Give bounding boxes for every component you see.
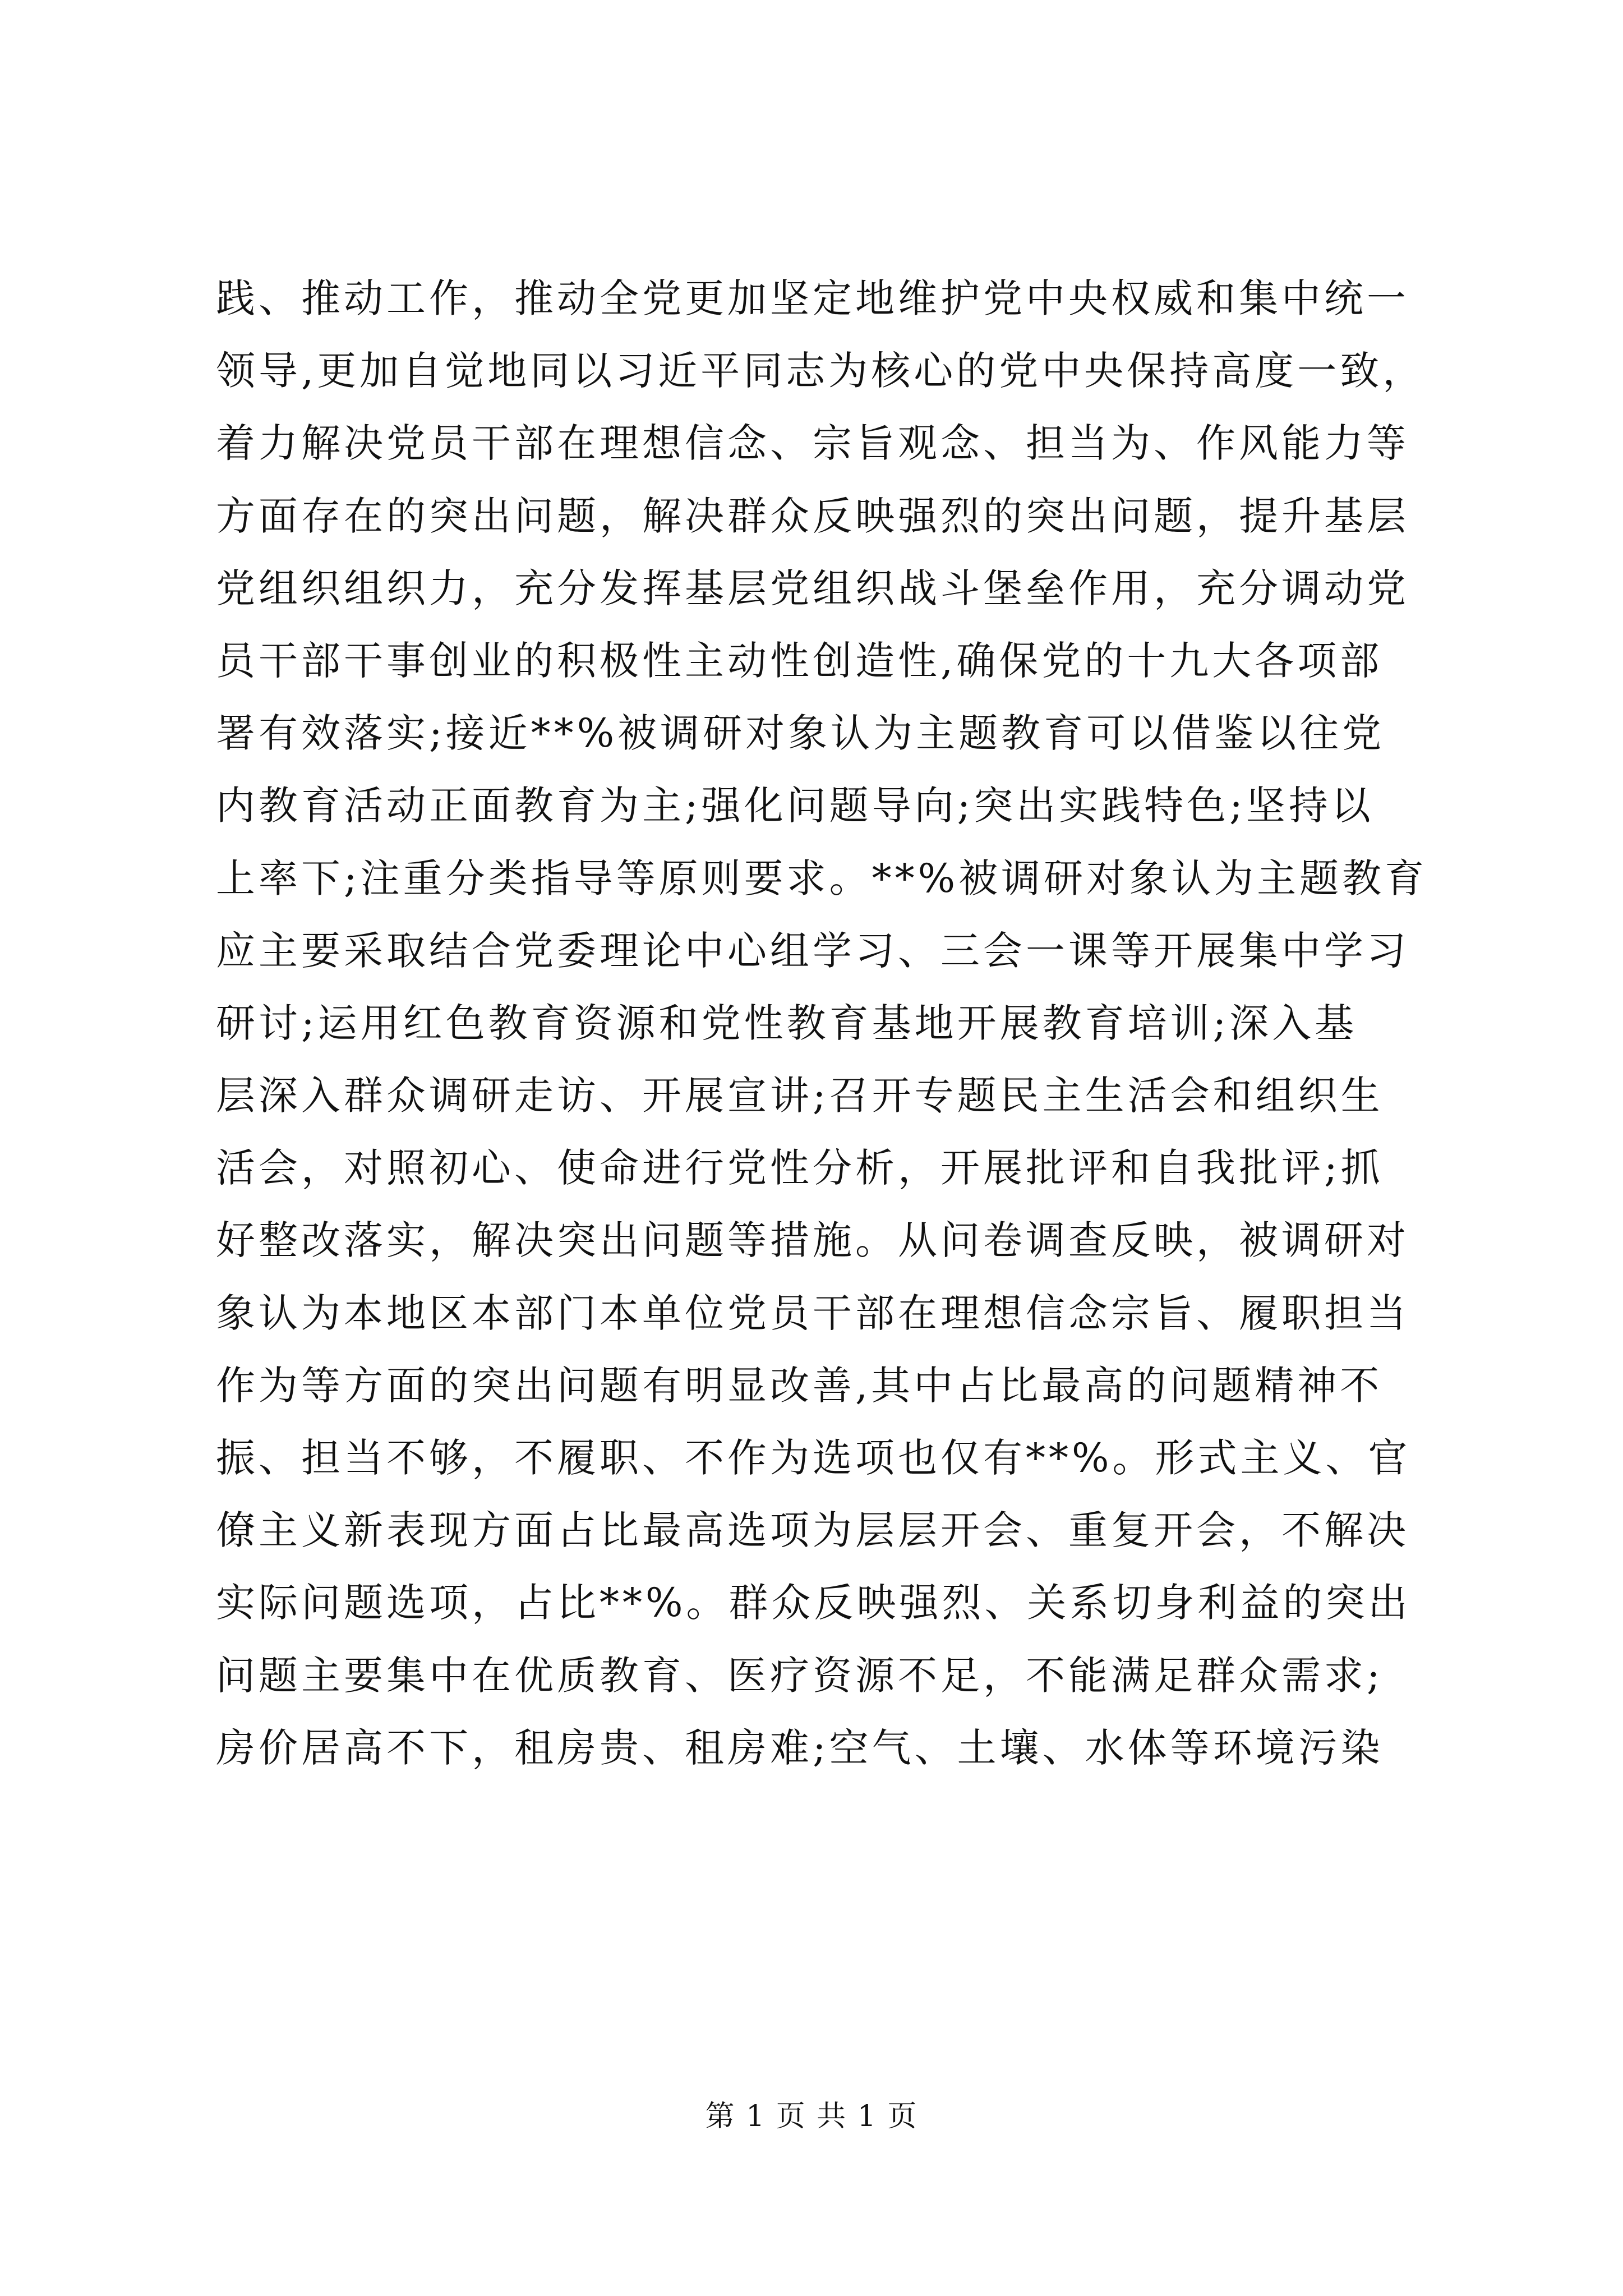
page-footer: 第 1 页 共 1 页 [705, 2100, 918, 2133]
text-line: 层深入群众调研走访、开展宣讲;召开专题民主生活会和组织生 [216, 1073, 1384, 1119]
text-line: 活会，对照初心、使命进行党性分析，开展批评和自我批评;抓 [216, 1145, 1384, 1191]
text-line: 党组织组织力，充分发挥基层党组织战斗堡垒作用，充分调动党 [216, 565, 1409, 611]
text-line: 上率下;注重分类指导等原则要求。**%被调研对象认为主题教育 [216, 855, 1428, 901]
text-line: 象认为本地区本部门本单位党员干部在理想信念宗旨、履职担当 [216, 1290, 1409, 1336]
text-line: 领导,更加自觉地同以习近平同志为核心的党中央保持高度一致， [216, 348, 1426, 394]
text-line: 内教育活动正面教育为主;强化问题导向;突出实践特色;坚持以 [216, 783, 1374, 829]
text-line: 作为等方面的突出问题有明显改善,其中占比最高的问题精神不 [216, 1362, 1383, 1409]
text-line: 应主要采取结合党委理论中心组学习、三会一课等开展集中学习 [216, 927, 1409, 974]
text-line: 振、担当不够，不履职、不作为选项也仅有**%。形式主义、官 [216, 1435, 1411, 1481]
text-line: 践、推动工作，推动全党更加坚定地维护党中央权威和集中统一 [216, 275, 1409, 321]
text-line: 研讨;运用红色教育资源和党性教育基地开展教育培训;深入基 [216, 1000, 1358, 1046]
text-line: 问题主要集中在优质教育、医疗资源不足，不能满足群众需求; [216, 1652, 1384, 1699]
text-line: 着力解决党员干部在理想信念、宗旨观念、担当为、作风能力等 [216, 420, 1409, 467]
body-text [216, 263, 1450, 1784]
text-line: 僚主义新表现方面占比最高选项为层层开会、重复开会，不解决 [216, 1507, 1409, 1554]
text-line: 员干部干事创业的积极性主动性创造性,确保党的十九大各项部 [216, 637, 1383, 684]
text-line: 实际问题选项，占比**%。群众反映强烈、关系切身利益的突出 [216, 1580, 1411, 1626]
text-line: 房价居高不下，租房贵、租房难;空气、土壤、水体等环境污染 [216, 1724, 1384, 1771]
text-line: 方面存在的突出问题，解决群众反映强烈的突出问题，提升基层 [216, 493, 1409, 539]
text-line: 好整改落实，解决突出问题等措施。从问卷调查反映，被调研对 [216, 1217, 1409, 1264]
text-line: 署有效落实;接近**%被调研对象认为主题教育可以借鉴以往党 [216, 710, 1385, 757]
